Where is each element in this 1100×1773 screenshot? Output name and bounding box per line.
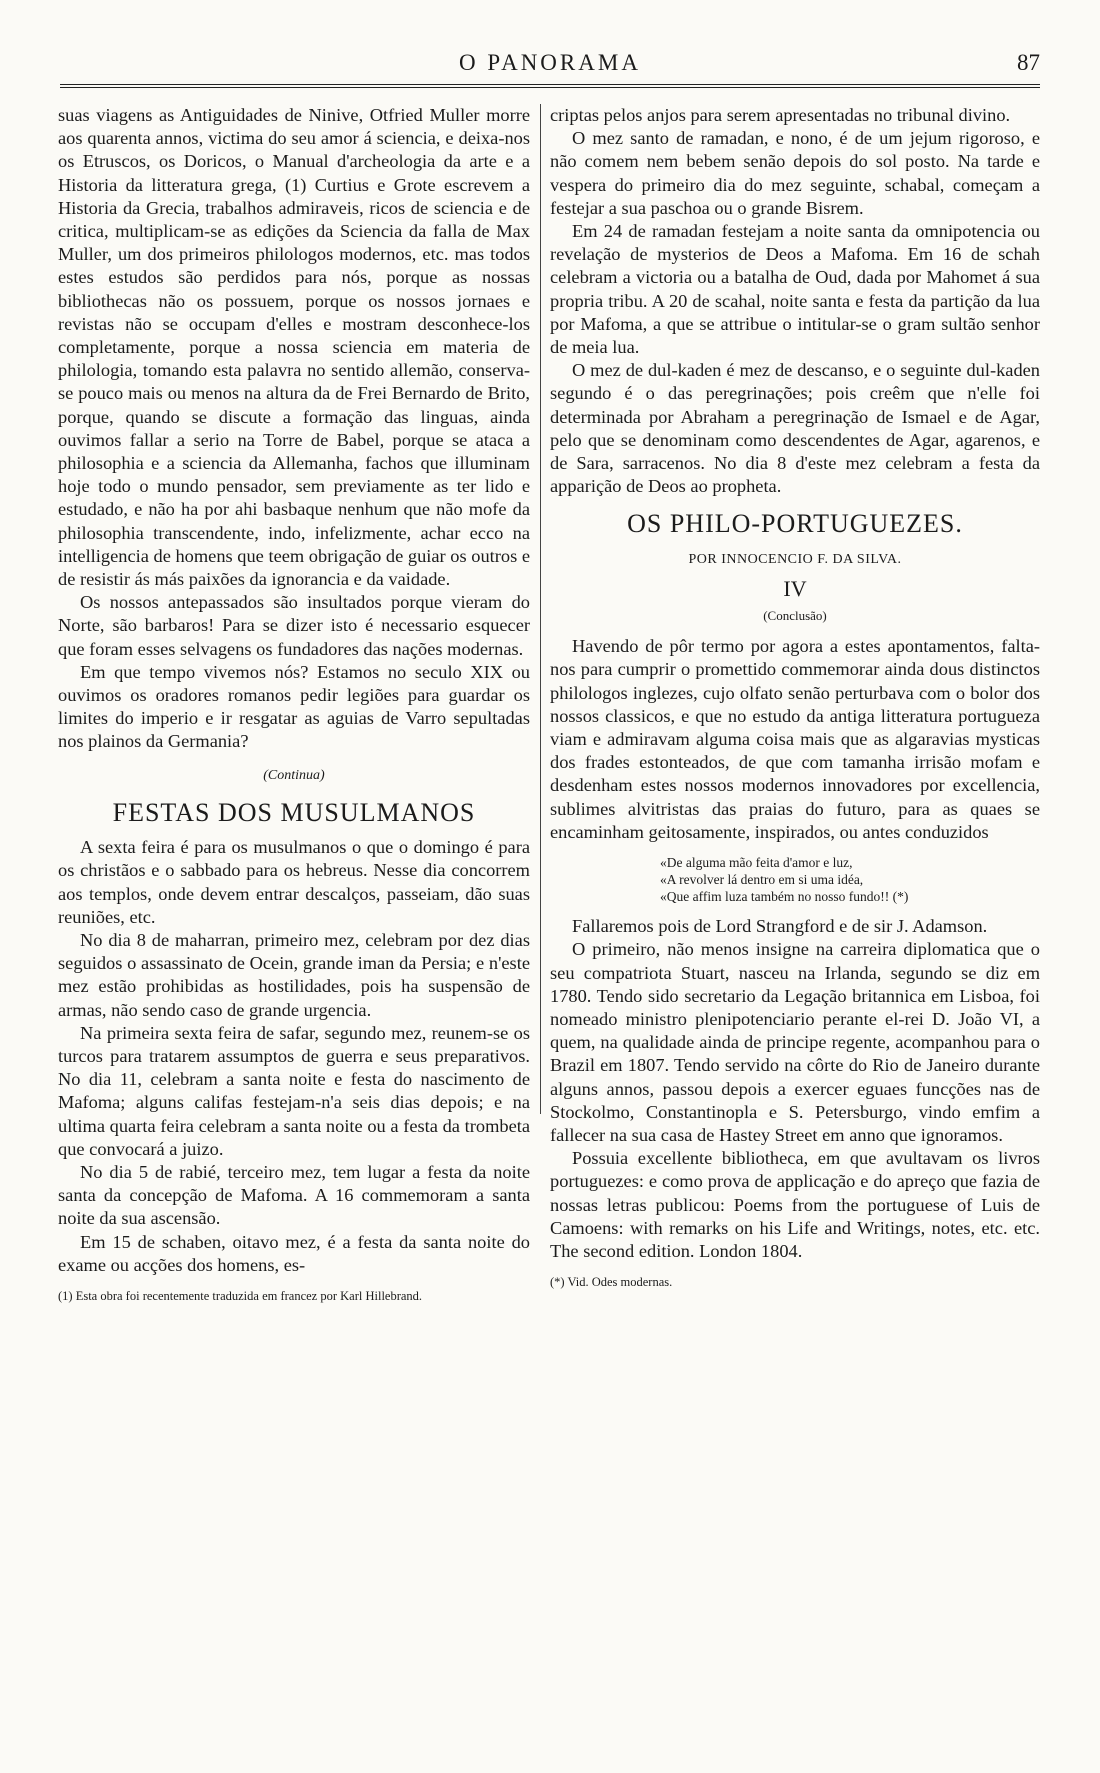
paragraph: A sexta feira é para os musulmanos o que o domingo é para os christãos e o sabbado para os hebreus. Nesse dia concorrem aos templos, onde devem entrar descalços, passeiam, dão suas reuniões, etc. [58, 837, 530, 927]
continua-note: (Continua) [263, 767, 325, 783]
paragraph: Os nossos antepassados são insultados porque vieram do Norte, são barbaros! Para se dizer isto é necessario esquecer que foram esses selvagens os fundadores das nações modernas. [58, 592, 530, 659]
paragraph: Fallaremos pois de Lord Strangford e de sir J. Adamson. [572, 916, 988, 937]
verse-line: «De alguma mão feita d'amor e luz, [660, 855, 853, 871]
paragraph: criptas pelos anjos para serem apresentadas no tribunal divino. [550, 105, 1011, 125]
paragraph: Na primeira sexta feira de safar, segundo mez, reunem-se os turcos para tratarem assumptos de guerra e seus preparativos. No dia 11, celebram a santa noite e festa do nascimento de Mafoma; alguns califas festejam-n'a seis dias depois; e na ultima quarta feira celebram a santa noite ou a festa da trombeta que convocará a juizo. [58, 1022, 530, 1159]
footnote: (1) Esta obra foi recentemente traduzida em francez por Karl Hillebrand. [58, 1288, 423, 1303]
section-title: FESTAS DOS MUSULMANOS [112, 797, 476, 827]
paragraph: Em que tempo vivemos nós? Estamos no seculo XIX ou ouvimos os oradores romanos pedir legiões para guardar os limites do imperio e ir resgatar as aguias de Varro sepultadas nos plainos da Germania? [58, 661, 530, 752]
footnote: (*) Vid. Odes modernas. [550, 1275, 673, 1290]
verse-line: «Que affim luza também no nosso fundo!! (*) [660, 889, 909, 905]
byline: POR INNOCENCIO F. DA SILVA. [688, 551, 902, 567]
verse-quote [660, 854, 1040, 905]
column-divider [540, 104, 541, 1114]
page-number: 87 [1017, 50, 1040, 75]
paragraph: O mez santo de ramadan, e nono, é de um jejum rigoroso, e não comem nem bebem senão depois do sol posto. Na tarde e vespera do primeiro dia do mez seguinte, schabal, começam a festejar a sua paschoa ou o grande Bisrem. [550, 128, 1040, 218]
header-rule [60, 84, 1040, 88]
part-number: IV [783, 575, 807, 601]
paragraph: No dia 5 de rabié, terceiro mez, tem lugar a festa da noite santa da concepção de Mafoma. A 16 commemoram a santa noite da sua ascensão. [58, 1161, 530, 1229]
paragraph: Em 24 de ramadan festejam a noite santa da omnipotencia ou revelação de mysterios de Deos a Mafoma. Em 16 de schah celebram a victoria ou a batalha de Oud, dada por Mahomet á sua propria tribu. A 20 de scahal, noite santa e festa da partição da lua por Mafoma, a que se attribue o intitular-se o gram sultão senhor de meia lua. [550, 221, 1040, 358]
section-title: OS PHILO-PORTUGUEZES. [627, 509, 963, 539]
paragraph: suas viagens as Antiguidades de Ninive, Otfried Muller morre aos quarenta annos, victima do seu amor á sciencia, e deixa-nos os Etruscos, os Doricos, o Manual d'archeologia da arte e a Historia da litteratura grega, (1) Curtius e Grote escrevem a Historia da Grecia, trabalhos admiraveis, ricos de sciencia e de critica, multiplicam-se as edições da Sciencia da falla de Max Muller, um dos primeiros philologos modernos, etc. mas todos estes estudos são perdidos para nós, porque as nossas bibliothecas não os possuem, porque os nossos jornaes e revistas não se occupam d'elles e mostram desconhece-los completamente, porque a nossa sciencia em materia de philologia, tomando esta palavra no sentido allemão, conserva-se pouco mais ou menos na altura da de Frei Bernardo de Brito, porque, quando se discute a formação das linguas, ainda ouvimos fallar a serio na Torre de Babel, porque se ataca a philosophia e a sciencia da Allemanha, fachos que illuminam hoje todo o mundo pensador, sem previamente as ter lido e estudado, e não ha por ahi basbaque nenhum que não mofe da philosophia transcendente, indo, infelizmente, achar ecco na intelligencia de homens que teem obrigação de guiar os outros e de resistir ás más paixões da ignorancia e da vaidade. [58, 105, 530, 590]
paragraph: O primeiro, não menos insigne na carreira diplomatica que o seu compatriota Stuart, nasceu na Irlanda, segundo se diz em 1780. Tendo sido secretario da Legação britannica em Lisboa, foi nomeado ministro plenipotenciario perante el-rei D. João VI, a quem, na qualidade ainda de principe regente, acompanhou para o Brazil em 1807. Tendo servido na côrte do Rio de Janeiro durante alguns annos, passou depois a exercer eguaes funcções nas de Stockolmo, Constantinopla e S. Petersburgo, vindo emfim a fallecer na sua casa de Hastey Street em anno que ignoramos. [550, 939, 1040, 1145]
paragraph: Havendo de pôr termo por agora a estes apontamentos, falta-nos para cumprir o promettido commemorar ainda dous distinctos philologos inglezes, cujo olfato senão perturbava com o bolor dos nossos classicos, e que no estudo da antiga litteratura portugueza viam e admiravam alguma coisa mais que as algaravias mysticas dos frades estonteados, de que com tamanha irrisão mofam e desdenham estes nossos modernos innovadores por excellencia, sublimes alvitristas das praias do futuro, para as quaes se encaminham geitosamente, inspirados, ou antes conduzidos [550, 636, 1040, 842]
verse-line: «A revolver lá dentro em si uma idéa, [660, 872, 864, 888]
running-head: O PANORAMA [459, 50, 641, 75]
paragraph: No dia 8 de maharran, primeiro mez, celebram por dez dias seguidos o assassinato de Ocein, grande iman da Persia; e n'este mez estão prohibidas as hostilidades, pois ha suspensão de armas, não sendo caso de grande urgencia. [58, 929, 530, 1020]
conclusion-note: (Conclusão) [763, 608, 827, 624]
paragraph: O mez de dul-kaden é mez de descanso, e o seguinte dul-kaden segundo é o das peregrinações; pois creêm que n'elle foi determinada por Abraham a peregrinação de Ismael e de Agar, pelo que se denominam como descendentes de Agar, agarenos, e de Sara, sarracenos. No dia 8 d'este mez celebram a festa da apparição de Deos ao propheta. [550, 360, 1040, 497]
paragraph: Possuia excellente bibliotheca, em que avultavam os livros portuguezes: e como prova de applicação e do apreço que fazia de nossas letras publicou: Poems from the portuguese of Luis de Camoens: with remarks on his Life and Writings, notes, etc. etc. The second edition. London 1804. [550, 1148, 1040, 1261]
page-header [60, 44, 1040, 90]
right-column [550, 104, 1040, 1290]
paragraph: Em 15 de schaben, oitavo mez, é a festa da santa noite do exame ou acções dos homens, es- [58, 1231, 530, 1275]
left-column [58, 104, 530, 1304]
